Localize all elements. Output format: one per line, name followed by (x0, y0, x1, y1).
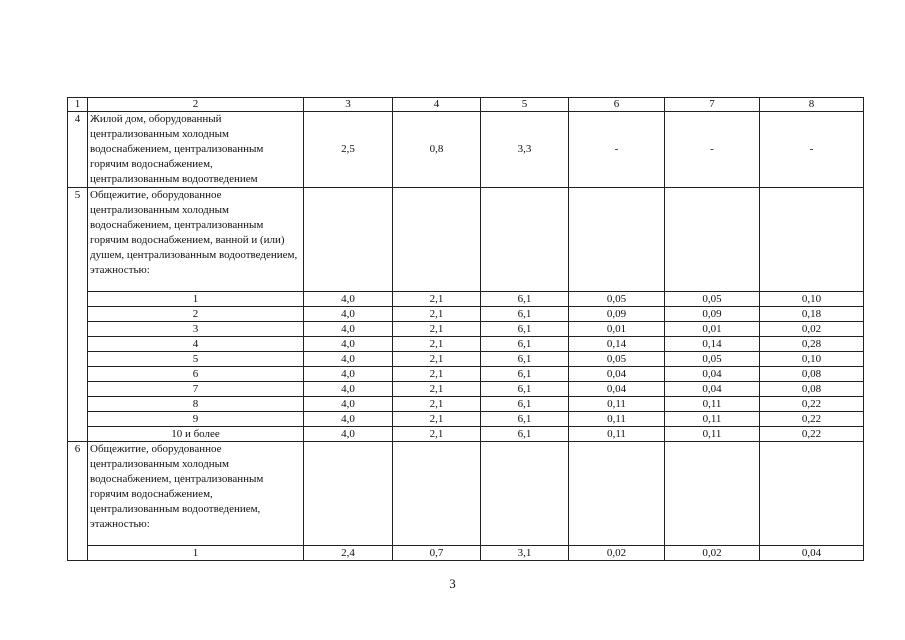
value-cell: 4,0 (304, 292, 393, 307)
column-number: 2 (88, 98, 304, 112)
value-cell: 0,04 (569, 367, 665, 382)
value-cell: 0,14 (665, 337, 760, 352)
floor-count: 4 (88, 337, 304, 352)
value-cell: 4,0 (304, 307, 393, 322)
column-number-row (68, 98, 864, 112)
value-cell: 0,04 (665, 367, 760, 382)
floor-count: 10 и более (88, 427, 304, 442)
floor-count: 5 (88, 352, 304, 367)
value-cell: 4,0 (304, 367, 393, 382)
value-cell: 2,1 (393, 352, 481, 367)
value-cell: 0,28 (760, 337, 864, 352)
value-cell: 2,1 (393, 367, 481, 382)
value-cell: 0,02 (569, 546, 665, 561)
value-cell: 0,10 (760, 352, 864, 367)
row-description: Общежитие, оборудованное централизованным холодным водоснабжением, централизованным горячим водоснабжением, ванной и (или) душем, централизованным водоотведением, этажностью: (88, 188, 304, 292)
floor-count: 9 (88, 412, 304, 427)
value-cell: - (760, 112, 864, 188)
value-cell: 0,11 (569, 412, 665, 427)
table-subrow (68, 337, 864, 352)
table-row (68, 112, 864, 188)
value-cell: 0,01 (569, 322, 665, 337)
value-cell: 0,14 (569, 337, 665, 352)
table-subrow (68, 397, 864, 412)
value-cell: 6,1 (481, 367, 569, 382)
value-cell: 0,09 (569, 307, 665, 322)
value-cell: 2,1 (393, 307, 481, 322)
table-subrow (68, 307, 864, 322)
value-cell: 6,1 (481, 292, 569, 307)
value-cell: 0,10 (760, 292, 864, 307)
table-subrow (68, 352, 864, 367)
floor-count: 2 (88, 307, 304, 322)
value-cell: 0,11 (569, 397, 665, 412)
value-cell: 3,3 (481, 112, 569, 188)
row-description: Жилой дом, оборудованный централизованным холодным водоснабжением, централизованным горячим водоснабжением, централизованным водоотведением (88, 112, 304, 188)
value-cell: 6,1 (481, 412, 569, 427)
floor-count: 1 (88, 292, 304, 307)
value-cell: 2,4 (304, 546, 393, 561)
value-cell: 0,01 (665, 322, 760, 337)
value-cell: 0,04 (665, 382, 760, 397)
value-cell: - (665, 112, 760, 188)
value-cell: 6,1 (481, 307, 569, 322)
value-cell: 2,1 (393, 427, 481, 442)
value-cell: - (569, 112, 665, 188)
value-cell: 0,11 (569, 427, 665, 442)
value-cell: 6,1 (481, 427, 569, 442)
value-cell: 6,1 (481, 352, 569, 367)
value-cell: 2,1 (393, 337, 481, 352)
table-subrow (68, 322, 864, 337)
value-cell: 4,0 (304, 397, 393, 412)
value-cell: 4,0 (304, 322, 393, 337)
value-cell: 0,05 (569, 352, 665, 367)
table-subrow (68, 412, 864, 427)
value-cell: 4,0 (304, 337, 393, 352)
value-cell: 3,1 (481, 546, 569, 561)
table-row (68, 442, 864, 546)
floor-count: 6 (88, 367, 304, 382)
value-cell: 0,02 (760, 322, 864, 337)
floor-count: 1 (88, 546, 304, 561)
value-cell: 2,1 (393, 292, 481, 307)
floor-count: 8 (88, 397, 304, 412)
value-cell: 0,7 (393, 546, 481, 561)
value-cell: 0,04 (569, 382, 665, 397)
value-cell: 0,02 (665, 546, 760, 561)
value-cell: 0,22 (760, 397, 864, 412)
column-number: 7 (665, 98, 760, 112)
table-row (68, 188, 864, 292)
value-cell: 6,1 (481, 337, 569, 352)
value-cell: 0,22 (760, 412, 864, 427)
table-subrow (68, 382, 864, 397)
floor-count: 7 (88, 382, 304, 397)
value-cell: 4,0 (304, 382, 393, 397)
value-cell: 4,0 (304, 352, 393, 367)
value-cell: 0,11 (665, 427, 760, 442)
value-cell: 0,18 (760, 307, 864, 322)
value-cell: 2,1 (393, 412, 481, 427)
table-subrow (68, 546, 864, 561)
row-number: 4 (68, 112, 88, 188)
value-cell: 0,09 (665, 307, 760, 322)
column-number: 3 (304, 98, 393, 112)
norms-table (67, 97, 864, 561)
value-cell: 4,0 (304, 427, 393, 442)
value-cell: 4,0 (304, 412, 393, 427)
row-number: 6 (68, 442, 88, 561)
value-cell: 0,8 (393, 112, 481, 188)
value-cell: 0,22 (760, 427, 864, 442)
column-number: 1 (68, 98, 88, 112)
table-subrow (68, 427, 864, 442)
value-cell: 0,05 (665, 292, 760, 307)
value-cell: 6,1 (481, 382, 569, 397)
value-cell: 0,04 (760, 546, 864, 561)
row-number: 5 (68, 188, 88, 442)
value-cell: 0,05 (569, 292, 665, 307)
value-cell: 2,5 (304, 112, 393, 188)
value-cell: 0,08 (760, 367, 864, 382)
column-number: 5 (481, 98, 569, 112)
value-cell: 2,1 (393, 382, 481, 397)
value-cell: 0,05 (665, 352, 760, 367)
column-number: 8 (760, 98, 864, 112)
column-number: 6 (569, 98, 665, 112)
value-cell: 0,11 (665, 412, 760, 427)
table-subrow (68, 292, 864, 307)
column-number: 4 (393, 98, 481, 112)
value-cell: 6,1 (481, 322, 569, 337)
row-description: Общежитие, оборудованное централизованным холодным водоснабжением, централизованным горячим водоснабжением, централизованным водоотведением, этажностью: (88, 442, 304, 546)
page-number: 3 (449, 576, 456, 591)
table-subrow (68, 367, 864, 382)
value-cell: 2,1 (393, 322, 481, 337)
value-cell: 2,1 (393, 397, 481, 412)
value-cell: 0,11 (665, 397, 760, 412)
floor-count: 3 (88, 322, 304, 337)
value-cell: 6,1 (481, 397, 569, 412)
value-cell: 0,08 (760, 382, 864, 397)
